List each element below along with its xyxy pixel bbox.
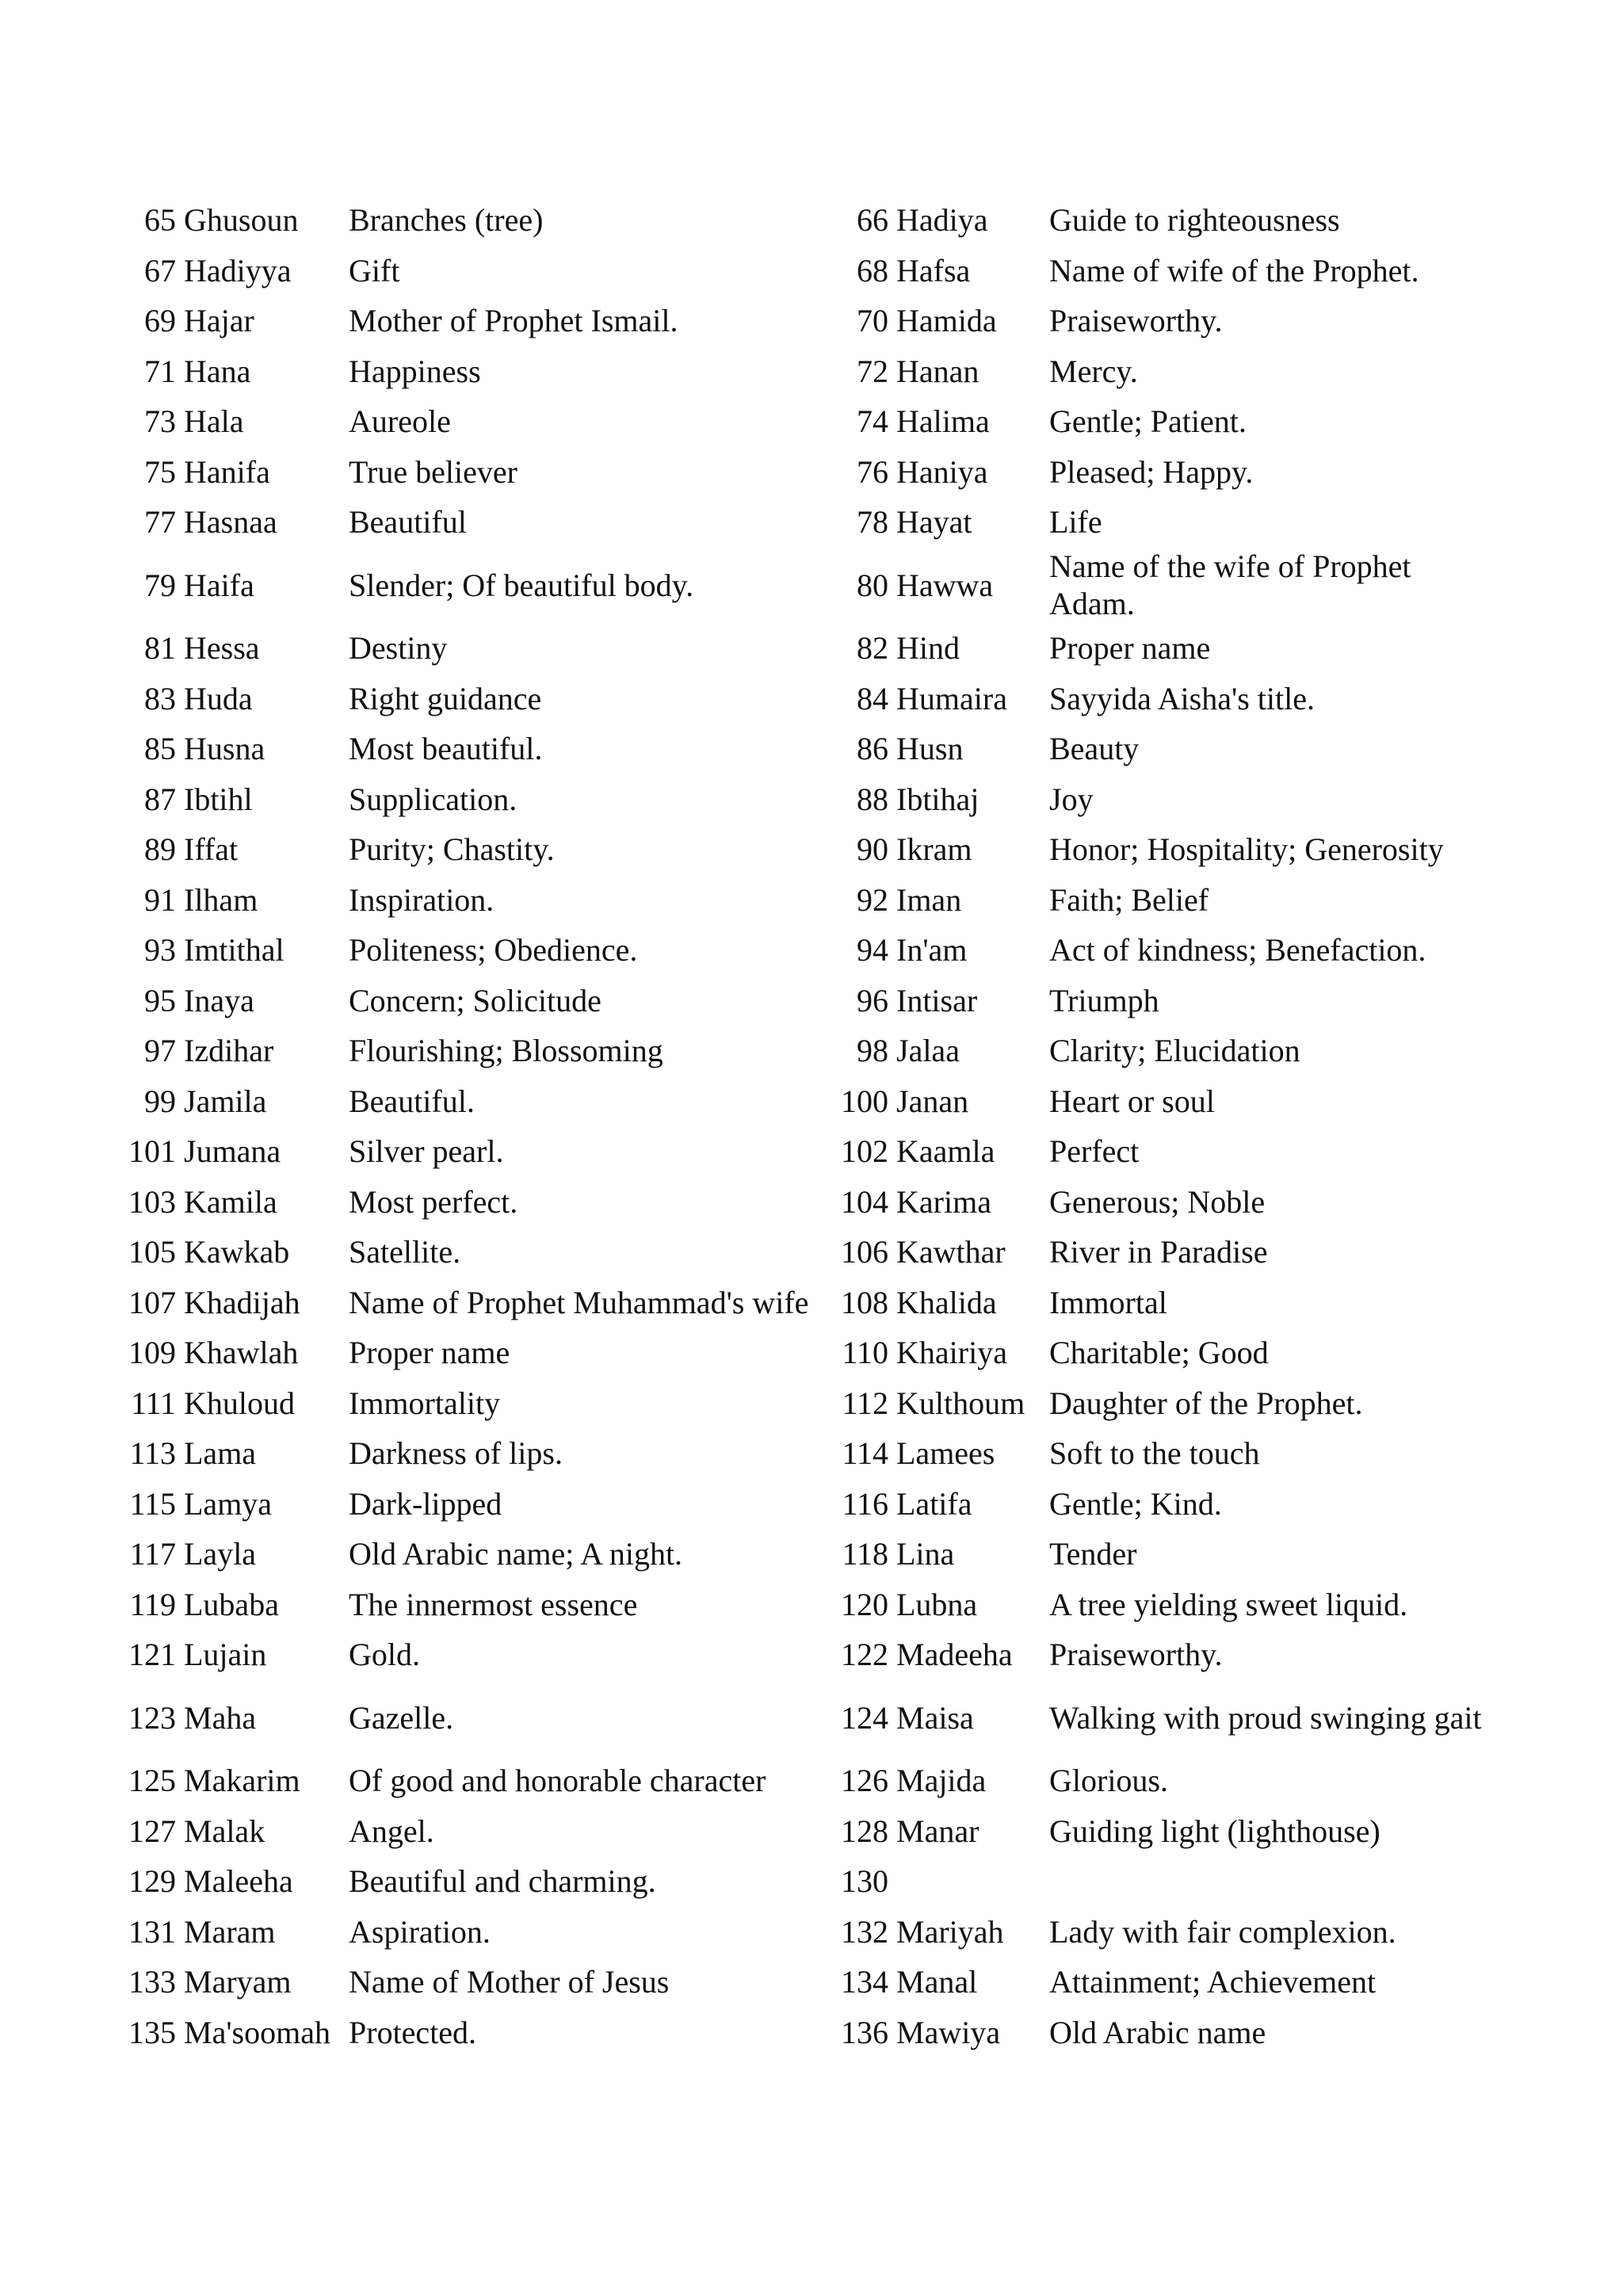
left-name-cell: Imtithal: [184, 932, 285, 968]
right-num-cell: 116: [842, 1485, 888, 1522]
table-row: [120, 1856, 1484, 1907]
left-name-cell: Hala: [184, 403, 244, 440]
right-meaning-cell: Life: [1049, 504, 1102, 541]
right-num-cell: 82: [857, 630, 888, 667]
table-row: [120, 1907, 1484, 1958]
names-table: [120, 195, 1484, 2057]
right-name-cell: Khairiya: [896, 1335, 1007, 1371]
right-meaning-cell: Sayyida Aisha's title.: [1049, 680, 1315, 716]
left-meaning-cell: Aspiration.: [349, 1913, 491, 1950]
left-num-cell: 103: [128, 1183, 176, 1220]
left-meaning-cell: Of good and honorable character: [349, 1763, 766, 1799]
left-name-cell: Hajar: [184, 303, 254, 339]
right-meaning-cell: Act of kindness; Benefaction.: [1049, 932, 1426, 968]
right-name-cell: Majida: [896, 1763, 987, 1799]
right-name-cell: Khalida: [896, 1284, 997, 1320]
right-meaning-cell: Proper name: [1049, 630, 1211, 667]
right-meaning-cell: Triumph: [1049, 982, 1159, 1018]
right-name-cell: Mawiya: [896, 2014, 1001, 2050]
right-name-cell: Hawwa: [896, 567, 994, 603]
right-name-cell: Hanan: [896, 353, 980, 389]
right-meaning-cell: Faith; Belief: [1049, 881, 1209, 918]
table-row: [120, 1378, 1484, 1429]
left-name-cell: Izdihar: [184, 1033, 274, 1069]
left-meaning-cell: Right guidance: [349, 680, 542, 716]
table-row: [120, 246, 1484, 296]
table-row: [120, 447, 1484, 498]
right-meaning-cell: Tender: [1049, 1536, 1137, 1572]
right-meaning-cell: Mercy.: [1049, 353, 1138, 389]
right-num-cell: 132: [841, 1913, 888, 1950]
table-row: [120, 1806, 1484, 1857]
right-num-cell: 110: [842, 1335, 888, 1371]
left-name-cell: Khadijah: [184, 1284, 300, 1320]
left-meaning-cell: Purity; Chastity.: [349, 831, 555, 868]
table-row: [120, 195, 1484, 246]
table-row: [120, 2008, 1484, 2058]
left-name-cell: Hanifa: [184, 453, 270, 490]
left-name-cell: Ibtihl: [184, 781, 253, 817]
left-name-cell: Makarim: [184, 1763, 300, 1799]
left-num-cell: 131: [128, 1913, 176, 1950]
left-name-cell: Lamya: [184, 1485, 273, 1522]
table-row: [120, 548, 1484, 624]
left-name-cell: Malak: [184, 1813, 265, 1849]
right-name-cell: Jalaa: [896, 1033, 960, 1069]
table-row: [120, 1177, 1484, 1228]
left-name-cell: Jamila: [184, 1083, 267, 1119]
right-num-cell: 76: [857, 453, 888, 490]
right-num-cell: 72: [857, 353, 888, 389]
right-meaning-cell: Joy: [1049, 781, 1094, 817]
right-meaning-cell: Guiding light (lighthouse): [1049, 1813, 1381, 1849]
left-meaning-cell: Darkness of lips.: [349, 1435, 563, 1472]
right-meaning-cell: Pleased; Happy.: [1049, 453, 1254, 490]
right-num-cell: 98: [857, 1033, 888, 1069]
left-meaning-cell: Aureole: [349, 403, 451, 440]
left-name-cell: Khawlah: [184, 1335, 299, 1371]
left-meaning-cell: Happiness: [349, 353, 481, 389]
left-meaning-cell: True believer: [349, 453, 517, 490]
right-name-cell: Mariyah: [896, 1913, 1004, 1950]
left-meaning-cell: Most beautiful.: [349, 731, 543, 767]
left-name-cell: Hadiyya: [184, 252, 292, 288]
left-num-cell: 113: [129, 1435, 176, 1472]
right-name-cell: Iman: [896, 881, 962, 918]
left-meaning-cell: Most perfect.: [349, 1183, 518, 1220]
left-num-cell: 119: [129, 1586, 176, 1622]
table-row: [120, 497, 1484, 548]
right-name-cell: Husn: [896, 731, 964, 767]
right-num-cell: 114: [842, 1435, 888, 1472]
right-num-cell: 120: [841, 1586, 888, 1622]
left-meaning-cell: Old Arabic name; A night.: [349, 1536, 683, 1572]
left-num-cell: 123: [128, 1699, 176, 1736]
left-num-cell: 107: [128, 1284, 176, 1320]
left-meaning-cell: Flourishing; Blossoming: [349, 1033, 663, 1069]
right-name-cell: Manal: [896, 1964, 978, 2000]
left-name-cell: Maleeha: [184, 1863, 293, 1900]
right-name-cell: Lubna: [896, 1586, 978, 1622]
right-num-cell: 136: [841, 2014, 888, 2050]
table-row: [120, 1529, 1484, 1580]
left-num-cell: 135: [128, 2014, 176, 2050]
left-num-cell: 67: [144, 252, 176, 288]
left-meaning-cell: Beautiful.: [349, 1083, 475, 1119]
right-name-cell: Maisa: [896, 1699, 974, 1736]
left-meaning-cell: Destiny: [349, 630, 448, 667]
right-num-cell: 88: [857, 781, 888, 817]
table-row: [120, 976, 1484, 1026]
left-num-cell: 89: [144, 831, 176, 868]
table-row: [120, 1580, 1484, 1630]
left-name-cell: Jumana: [184, 1133, 281, 1170]
table-row: [120, 1278, 1484, 1328]
right-name-cell: Hayat: [896, 504, 972, 541]
left-num-cell: 97: [144, 1033, 176, 1069]
left-name-cell: Kamila: [184, 1183, 277, 1220]
right-meaning-cell: Attainment; Achievement: [1049, 1964, 1377, 2000]
right-name-cell: Kawthar: [896, 1234, 1006, 1270]
left-meaning-cell: Beautiful and charming.: [349, 1863, 656, 1900]
right-meaning-cell: Guide to righteousness: [1049, 202, 1340, 239]
left-meaning-cell: Angel.: [349, 1813, 434, 1849]
left-name-cell: Hana: [184, 353, 251, 389]
right-name-cell: Hadiya: [896, 202, 988, 239]
left-name-cell: Inaya: [184, 982, 254, 1018]
left-meaning-cell: Concern; Solicitude: [349, 982, 601, 1018]
left-name-cell: Kawkab: [184, 1234, 290, 1270]
left-num-cell: 111: [130, 1385, 176, 1421]
left-meaning-cell: Proper name: [349, 1335, 510, 1371]
right-name-cell: Ikram: [896, 831, 972, 868]
left-num-cell: 115: [129, 1485, 176, 1522]
right-num-cell: 102: [841, 1133, 888, 1170]
right-name-cell: Intisar: [896, 982, 978, 1018]
left-num-cell: 87: [144, 781, 176, 817]
table-row: [120, 1227, 1484, 1278]
table-row: [120, 1076, 1484, 1127]
left-meaning-cell: Dark-lipped: [349, 1485, 502, 1522]
right-meaning-cell: Honor; Hospitality; Generosity: [1049, 831, 1444, 868]
right-num-cell: 92: [857, 881, 888, 918]
left-name-cell: Hessa: [184, 630, 260, 667]
right-num-cell: 68: [857, 252, 888, 288]
right-meaning-cell: Perfect: [1049, 1133, 1140, 1170]
table-row: [120, 1328, 1484, 1378]
right-meaning-cell: Heart or soul: [1049, 1083, 1215, 1119]
right-name-cell: Haniya: [896, 453, 988, 490]
left-num-cell: 73: [144, 403, 176, 440]
right-num-cell: 70: [857, 303, 888, 339]
left-num-cell: 81: [144, 630, 176, 667]
left-num-cell: 79: [144, 567, 176, 603]
right-meaning-cell: A tree yielding sweet liquid.: [1049, 1586, 1408, 1622]
table-row: [120, 1629, 1484, 1680]
right-meaning-cell: River in Paradise: [1049, 1234, 1268, 1270]
right-name-cell: Manar: [896, 1813, 980, 1849]
left-meaning-cell: Immortality: [349, 1385, 501, 1421]
left-name-cell: Ghusoun: [184, 202, 299, 239]
left-num-cell: 95: [144, 982, 176, 1018]
right-num-cell: 104: [841, 1183, 888, 1220]
right-name-cell: Ibtihaj: [896, 781, 980, 817]
table-row: [120, 674, 1484, 724]
right-name-cell: Hamida: [896, 303, 997, 339]
left-meaning-cell: Gazelle.: [349, 1699, 454, 1736]
left-name-cell: Ma'soomah: [184, 2014, 330, 2050]
right-num-cell: 134: [841, 1964, 888, 2000]
left-meaning-cell: Inspiration.: [349, 881, 495, 918]
right-meaning-cell: Soft to the touch: [1049, 1435, 1260, 1472]
left-num-cell: 71: [144, 353, 176, 389]
right-name-cell: Hind: [896, 630, 960, 667]
right-meaning-cell: Old Arabic name: [1049, 2014, 1266, 2050]
left-num-cell: 109: [128, 1335, 176, 1371]
right-num-cell: 96: [857, 982, 888, 1018]
right-meaning-cell: Clarity; Elucidation: [1049, 1033, 1300, 1069]
left-name-cell: Layla: [184, 1536, 257, 1572]
left-num-cell: 93: [144, 932, 176, 968]
right-name-cell: Lina: [896, 1536, 955, 1572]
left-meaning-cell: Politeness; Obedience.: [349, 932, 638, 968]
right-meaning-cell: Walking with proud swinging gait: [1049, 1699, 1482, 1736]
left-name-cell: Huda: [184, 680, 253, 716]
right-meaning-cell: Praiseworthy.: [1049, 303, 1223, 339]
left-meaning-cell: Supplication.: [349, 781, 517, 817]
right-num-cell: 128: [841, 1813, 888, 1849]
table-row: [120, 346, 1484, 397]
table-row: [120, 396, 1484, 447]
right-num-cell: 108: [841, 1284, 888, 1320]
right-num-cell: 74: [857, 403, 888, 440]
table-row: [120, 1026, 1484, 1076]
left-name-cell: Lujain: [184, 1637, 267, 1673]
left-num-cell: 77: [144, 504, 176, 541]
left-num-cell: 69: [144, 303, 176, 339]
right-meaning-cell: Praiseworthy.: [1049, 1637, 1223, 1673]
right-meaning-cell: Gentle; Kind.: [1049, 1485, 1222, 1522]
right-meaning-cell: Lady with fair complexion.: [1049, 1913, 1396, 1950]
right-meaning-cell: Name of the wife of Prophet Adam.: [1049, 548, 1411, 622]
right-name-cell: Latifa: [896, 1485, 972, 1522]
right-num-cell: 100: [841, 1083, 888, 1119]
table-row: [120, 1479, 1484, 1530]
right-meaning-cell: Beauty: [1049, 731, 1140, 767]
right-num-cell: 80: [857, 567, 888, 603]
left-num-cell: 121: [128, 1637, 176, 1673]
right-num-cell: 106: [841, 1234, 888, 1270]
right-name-cell: Kaamla: [896, 1133, 995, 1170]
right-num-cell: 122: [841, 1637, 888, 1673]
left-meaning-cell: Beautiful: [349, 504, 467, 541]
left-name-cell: Ilham: [184, 881, 258, 918]
table-row: [120, 1126, 1484, 1177]
left-num-cell: 133: [128, 1964, 176, 2000]
table-row: [120, 875, 1484, 926]
left-name-cell: Khuloud: [184, 1385, 295, 1421]
left-name-cell: Haifa: [184, 567, 254, 603]
right-num-cell: 84: [857, 680, 888, 716]
left-num-cell: 129: [128, 1863, 176, 1900]
right-name-cell: Lamees: [896, 1435, 995, 1472]
left-meaning-cell: Branches (tree): [349, 202, 544, 239]
right-meaning-cell: Immortal: [1049, 1284, 1167, 1320]
right-name-cell: Halima: [896, 403, 990, 440]
right-num-cell: 124: [841, 1699, 888, 1736]
left-num-cell: 105: [128, 1234, 176, 1270]
right-num-cell: 90: [857, 831, 888, 868]
table-row: [120, 1755, 1484, 1806]
right-num-cell: 130: [841, 1863, 888, 1900]
right-name-cell: [896, 1856, 1049, 1907]
left-name-cell: Maha: [184, 1699, 257, 1736]
left-num-cell: 101: [128, 1133, 176, 1170]
right-name-cell: In'am: [896, 932, 968, 968]
table-row: [120, 925, 1484, 976]
left-num-cell: 83: [144, 680, 176, 716]
left-name-cell: Iffat: [184, 831, 239, 868]
table-row: [120, 1680, 1484, 1756]
table-row: [120, 296, 1484, 346]
left-name-cell: Husna: [184, 731, 265, 767]
left-meaning-cell: The innermost essence: [349, 1586, 638, 1622]
left-meaning-cell: Slender; Of beautiful body.: [349, 567, 694, 603]
left-num-cell: 99: [144, 1083, 176, 1119]
right-num-cell: 126: [841, 1763, 888, 1799]
right-meaning-cell: Daughter of the Prophet.: [1049, 1385, 1363, 1421]
right-num-cell: 86: [857, 731, 888, 767]
left-meaning-cell: Protected.: [349, 2014, 477, 2050]
left-meaning-cell: Gift: [349, 252, 400, 288]
right-num-cell: 94: [857, 932, 888, 968]
left-name-cell: Lubaba: [184, 1586, 279, 1622]
names-table-body: [120, 195, 1484, 2057]
right-name-cell: Madeeha: [896, 1637, 1013, 1673]
left-meaning-cell: Name of Prophet Muhammad's wife: [349, 1284, 809, 1320]
right-num-cell: 66: [857, 202, 888, 239]
table-row: [120, 824, 1484, 875]
left-meaning-cell: Mother of Prophet Ismail.: [349, 303, 678, 339]
right-name-cell: Kulthoum: [896, 1385, 1025, 1421]
right-name-cell: Humaira: [896, 680, 1007, 716]
left-num-cell: 65: [144, 202, 176, 239]
right-meaning-cell: Name of wife of the Prophet.: [1049, 252, 1419, 288]
table-row: [120, 1957, 1484, 2008]
right-name-cell: Hafsa: [896, 252, 971, 288]
left-num-cell: 127: [128, 1813, 176, 1849]
left-name-cell: Maryam: [184, 1964, 292, 2000]
right-num-cell: 78: [857, 504, 888, 541]
right-meaning-cell: Gentle; Patient.: [1049, 403, 1247, 440]
right-meaning-cell: Charitable; Good: [1049, 1335, 1269, 1371]
left-num-cell: 91: [144, 881, 176, 918]
left-name-cell: Lama: [184, 1435, 257, 1472]
left-meaning-cell: Silver pearl.: [349, 1133, 504, 1170]
left-meaning-cell: Name of Mother of Jesus: [349, 1964, 670, 2000]
left-meaning-cell: Gold.: [349, 1637, 420, 1673]
left-meaning-cell: Satellite.: [349, 1234, 461, 1270]
table-row: [120, 724, 1484, 774]
left-num-cell: 75: [144, 453, 176, 490]
right-meaning-cell: [1049, 1856, 1484, 1907]
right-name-cell: Janan: [896, 1083, 969, 1119]
table-row: [120, 623, 1484, 674]
left-name-cell: Hasnaa: [184, 504, 277, 541]
left-name-cell: Maram: [184, 1913, 276, 1950]
left-num-cell: 85: [144, 731, 176, 767]
right-num-cell: 112: [842, 1385, 888, 1421]
left-num-cell: 117: [129, 1536, 176, 1572]
right-meaning-cell: Glorious.: [1049, 1763, 1168, 1799]
right-num-cell: 118: [842, 1536, 888, 1572]
right-name-cell: Karima: [896, 1183, 991, 1220]
right-meaning-cell: Generous; Noble: [1049, 1183, 1266, 1220]
table-row: [120, 774, 1484, 825]
left-num-cell: 125: [128, 1763, 176, 1799]
table-row: [120, 1428, 1484, 1479]
